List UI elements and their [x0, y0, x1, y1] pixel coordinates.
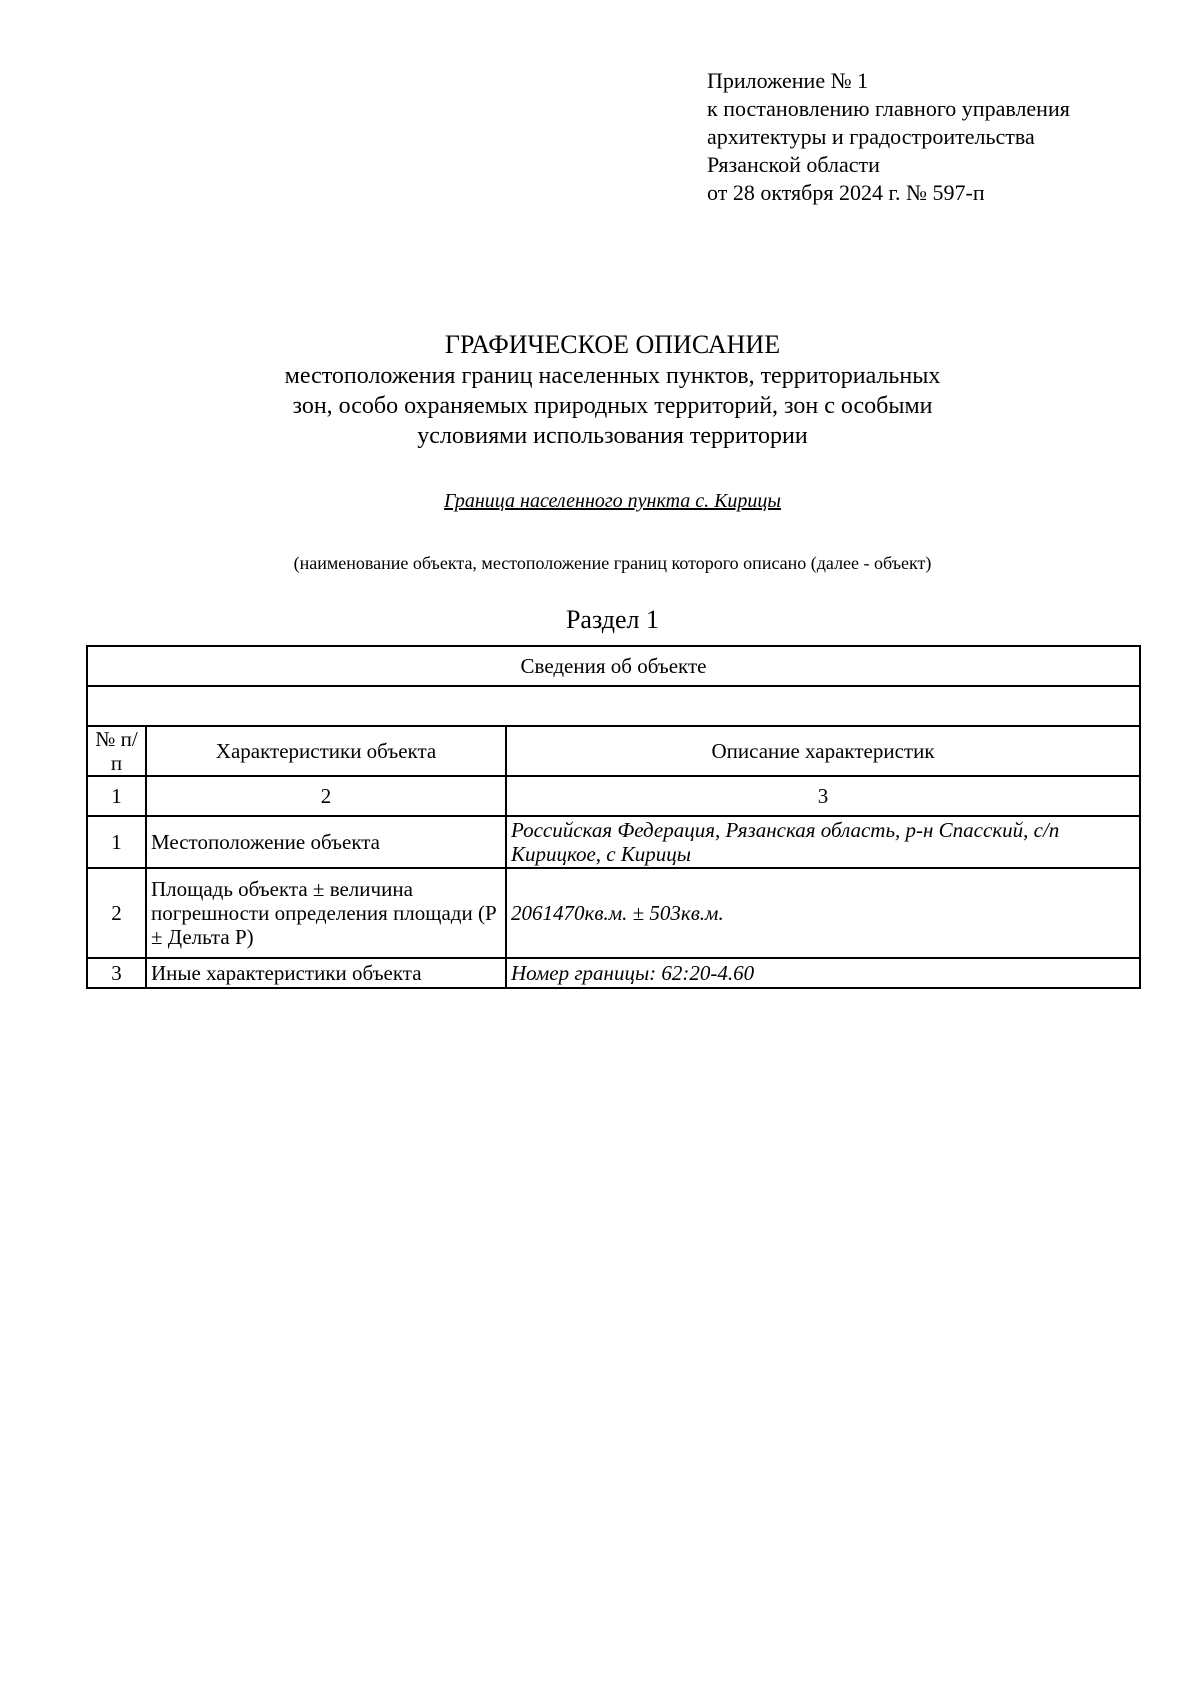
- row-num: 1: [87, 816, 146, 868]
- title-sub-line: местоположения границ населенных пунктов, территориальных: [284, 363, 941, 389]
- table-empty-cell: [87, 686, 1140, 726]
- row-characteristic: Площадь объекта ± величина погрешности определения площади (Р ± Дельта Р): [146, 868, 506, 958]
- row-num: 2: [87, 868, 146, 958]
- title-sub-line: условиями использования территории: [417, 423, 808, 449]
- appendix-line: архитектуры и градостроительства: [707, 124, 1035, 149]
- appendix-line: к постановлению главного управления: [707, 96, 1070, 121]
- row-description: 2061470кв.м. ± 503кв.м.: [506, 868, 1140, 958]
- header-characteristic: Характеристики объекта: [146, 726, 506, 776]
- object-name: Граница населенного пункта с. Кирицы: [444, 490, 781, 512]
- column-number: 1: [87, 776, 146, 816]
- column-number: 3: [506, 776, 1140, 816]
- appendix-line: Приложение № 1: [707, 68, 869, 93]
- appendix-header: [707, 67, 1070, 207]
- title-main: ГРАФИЧЕСКОЕ ОПИСАНИЕ: [444, 330, 781, 359]
- document-title: [0, 329, 1200, 451]
- table-column-number-row: [87, 776, 1140, 816]
- table-title-row: [87, 646, 1140, 686]
- object-info-table: [86, 645, 1141, 989]
- appendix-line: от 28 октября 2024 г. № 597-п: [707, 180, 985, 205]
- table-empty-row: [87, 686, 1140, 726]
- appendix-line: Рязанской области: [707, 152, 880, 177]
- table-header-row: [87, 726, 1140, 776]
- row-characteristic: Местоположение объекта: [146, 816, 506, 868]
- row-num: 3: [87, 958, 146, 988]
- row-description: Номер границы: 62:20-4.60: [506, 958, 1140, 988]
- table-title: Сведения об объекте: [87, 646, 1140, 686]
- header-num: № п/п: [87, 726, 146, 776]
- table-row: [87, 868, 1140, 958]
- title-sub-line: зон, особо охраняемых природных территорий, зон с особыми: [292, 393, 933, 419]
- section-title: Раздел 1: [565, 605, 660, 634]
- column-number: 2: [146, 776, 506, 816]
- table-row: [87, 958, 1140, 988]
- table-row: [87, 816, 1140, 868]
- object-caption: (наименование объекта, местоположение границ которого описано (далее - объект): [293, 553, 932, 573]
- row-characteristic: Иные характеристики объекта: [146, 958, 506, 988]
- row-description: Российская Федерация, Рязанская область, р-н Спасский, с/п Кирицкое, с Кирицы: [506, 816, 1140, 868]
- header-description: Описание характеристик: [506, 726, 1140, 776]
